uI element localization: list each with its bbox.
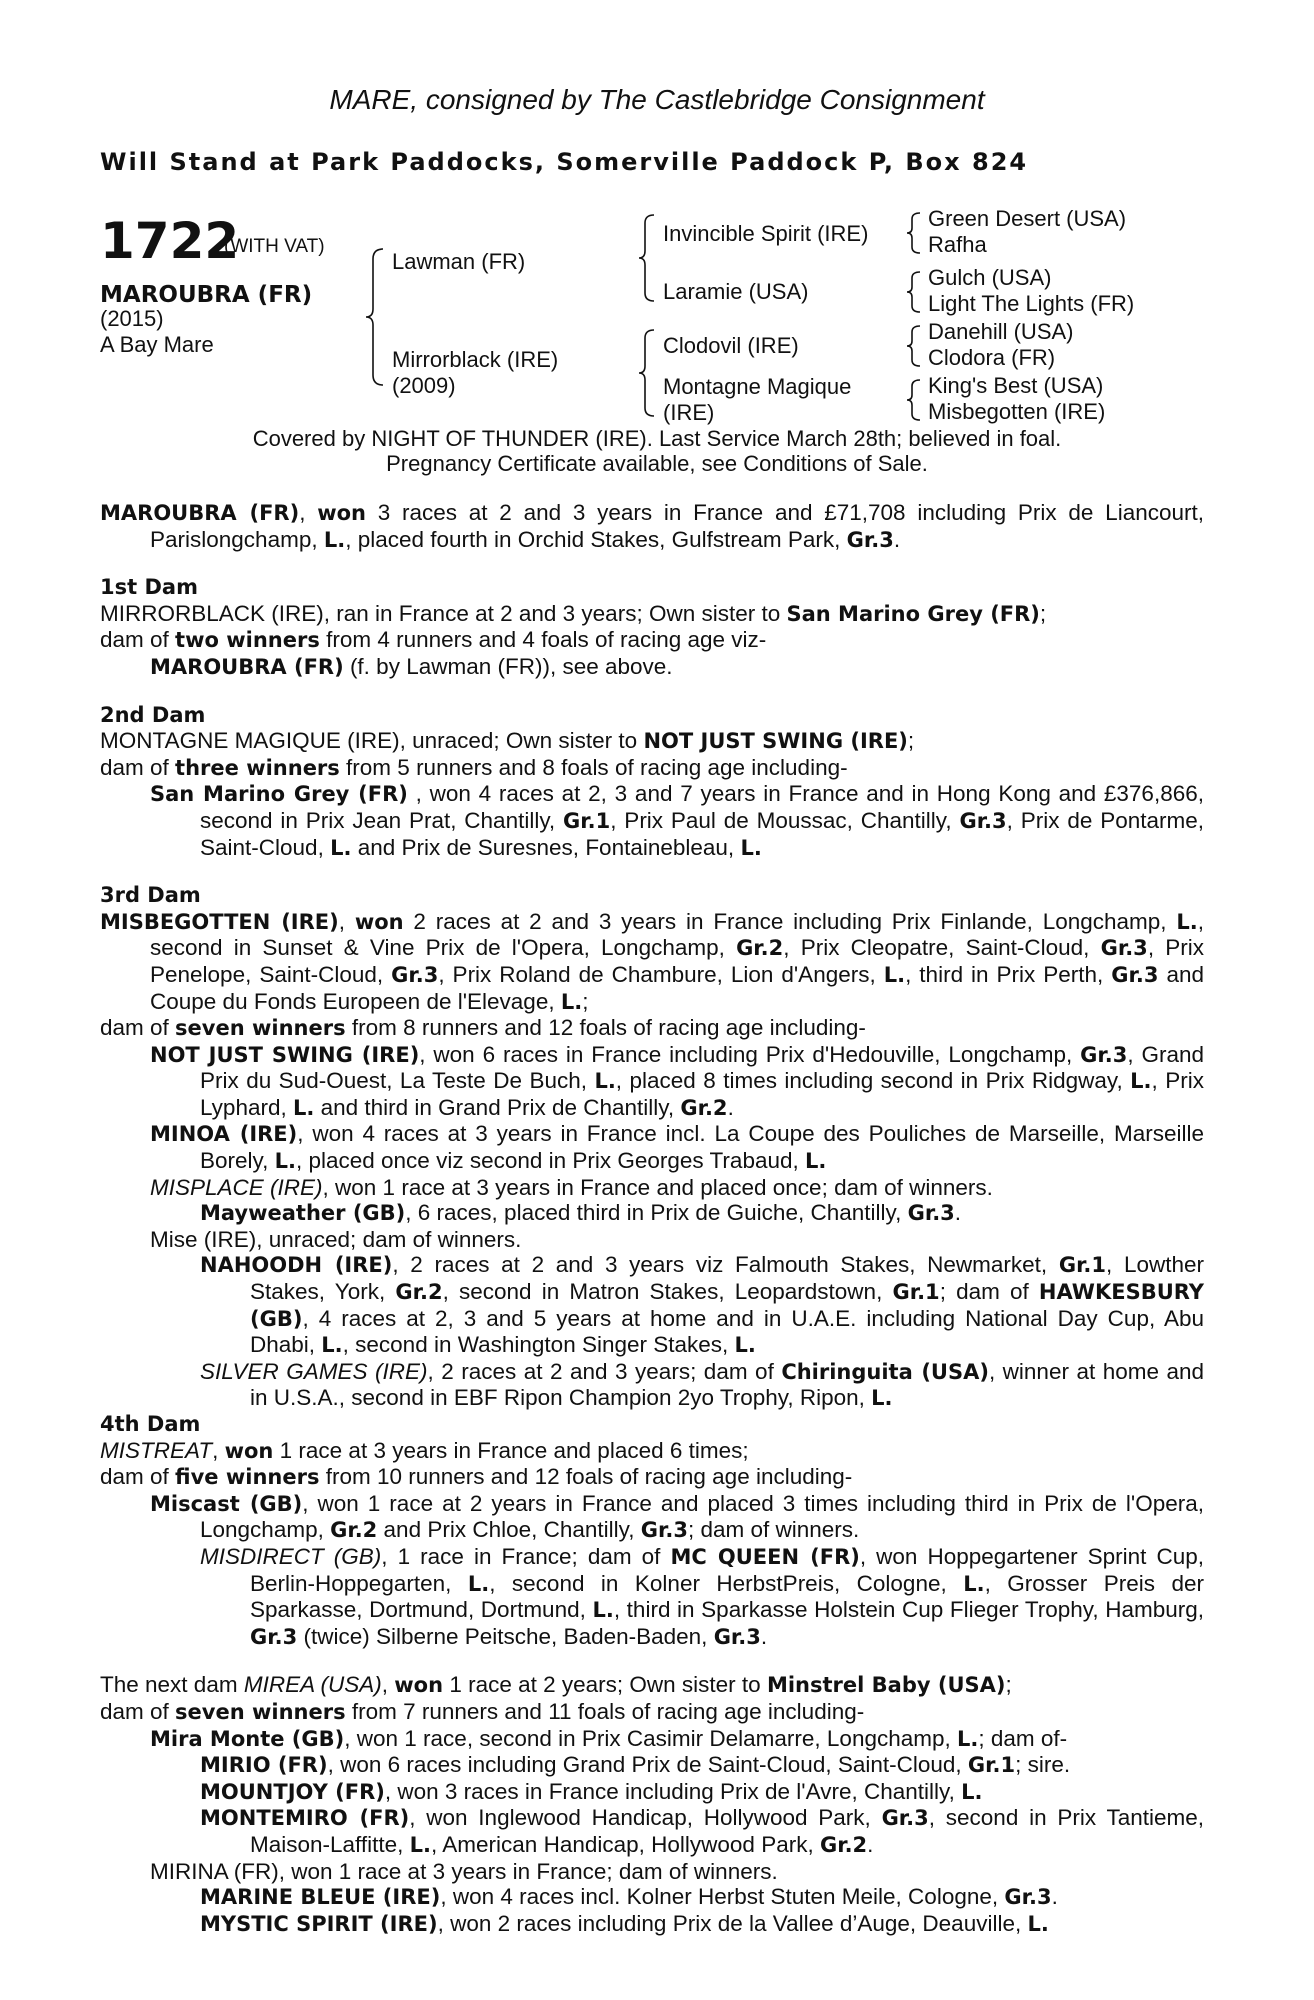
pedigree-dds: King's Best (USA) bbox=[928, 373, 1104, 398]
foal-misplace: MISPLACE (IRE), won 1 race at 3 years in France and placed once; dam of winners. bbox=[150, 1174, 993, 1200]
pedigree-dam-year: (2009) bbox=[392, 373, 456, 398]
pedigree-ssd: Rafha bbox=[928, 232, 987, 257]
vat-note: (WITH VAT) bbox=[224, 236, 325, 257]
pedigree-brace-main bbox=[363, 247, 387, 387]
foal-mira-monte: Mira Monte (GB), won 1 race, second in Prix Casimir Delamarre, Longchamp, L.; dam of- bbox=[150, 1725, 1068, 1751]
foal-minoa: MINOA (IRE), won 4 races at 3 years in France incl. La Coupe des Pouliches de Marseille, Marseille Borely, L., placed once viz second in Prix Georges Trabaud, L. bbox=[150, 1121, 1204, 1174]
third-dam-heading: 3rd Dam bbox=[100, 883, 201, 908]
pedigree-dss: Danehill (USA) bbox=[928, 319, 1074, 344]
horse-description: A Bay Mare bbox=[100, 332, 214, 357]
pedigree-dam-sire: Clodovil (IRE) bbox=[663, 333, 799, 358]
foal-mountjoy: MOUNTJOY (FR), won 3 races in France including Prix de l'Avre, Chantilly, L. bbox=[200, 1778, 983, 1804]
pedigree-dam-dam-line2: (IRE) bbox=[663, 400, 715, 425]
foal-montemiro: MONTEMIRO (FR), won Inglewood Handicap, Hollywood Park, Gr.3, second in Prix Tantieme, Maison-Laffitte, L., American Handicap, Hollywood Park, Gr.2. bbox=[200, 1805, 1205, 1857]
horse-summary: MAROUBRA (FR), won 3 races at 2 and 3 years in France and £71,708 including Prix de Liancourt, Parislongchamp, L., placed fourth in Orchid Stakes, Gulfstream Park, Gr.3. bbox=[100, 500, 1204, 552]
produce-record bbox=[100, 500, 1204, 1937]
foal-mayweather: Mayweather (GB), 6 races, placed third in Prix de Guiche, Chantilly, Gr.3. bbox=[200, 1200, 962, 1226]
pedigree-sire-sire: Invincible Spirit (IRE) bbox=[663, 221, 869, 246]
covered-note: Covered by NIGHT OF THUNDER (IRE). Last Service March 28th; believed in foal. bbox=[252, 426, 1062, 451]
pedigree-brace-dam bbox=[636, 328, 658, 418]
second-dam-line: MONTAGNE MAGIQUE (IRE), unraced; Own sister to NOT JUST SWING (IRE); bbox=[100, 728, 915, 754]
pedigree-sire: Lawman (FR) bbox=[392, 249, 526, 274]
pedigree-sss: Green Desert (USA) bbox=[928, 206, 1127, 231]
foal-miscast: Miscast (GB), won 1 race at 2 years in France and placed 3 times including third in Prix de l'Opera, Longchamp, Gr.2 and Prix Chloe, Chantilly, Gr.3; dam of winners. bbox=[150, 1490, 1204, 1543]
pedigree-brace-sire bbox=[636, 213, 658, 303]
fourth-dam-line: MISTREAT, won 1 race at 3 years in France and placed 6 times; bbox=[100, 1437, 749, 1463]
horse-name: MAROUBRA (FR) bbox=[100, 282, 313, 308]
foal-silver-games: SILVER GAMES (IRE), 2 races at 2 and 3 years; dam of Chiringuita (USA), winner at home and in U.S.A., second in EBF Ripon Champion 2yo Trophy, Ripon, L. bbox=[200, 1358, 1204, 1411]
pedigree-brace-ss bbox=[904, 211, 924, 255]
foal-nahoodh: NAHOODH (IRE), 2 races at 2 and 3 years viz Falmouth Stakes, Newmarket, Gr.1, Lowther Stakes, York, Gr.2, second in Matron Stakes, Leopardstown, Gr.1; dam of HAWKESBURY (GB), 4 races at 2, 3 and 5 years at home and in U.A.E. including National Day Cup, Abu Dhabi, L., second in Washington Singer Stakes, L. bbox=[200, 1252, 1204, 1358]
pedigree-dam: Mirrorblack (IRE) bbox=[392, 347, 559, 372]
next-dam-produce: dam of seven winners from 7 runners and 11 foals of racing age including- bbox=[100, 1698, 865, 1724]
second-dam-heading: 2nd Dam bbox=[100, 702, 206, 727]
lot-number: 1722 bbox=[100, 212, 240, 270]
consignor-header: MARE, consigned by The Castlebridge Consignment bbox=[329, 84, 985, 115]
second-dam-foal: San Marino Grey (FR) , won 4 races at 2, 3 and 7 years in France and in Hong Kong and £376,866, second in Prix Jean Prat, Chantilly, Gr.1, Prix Paul de Moussac, Chantilly, Gr.3, Prix de Pontarme, Saint-Cloud, L. and Prix de Suresnes, Fontainebleau, L. bbox=[150, 781, 1204, 860]
foal-misdirect: MISDIRECT (GB), 1 race in France; dam of MC QUEEN (FR), won Hoppegartener Sprint Cup, Berlin-Hoppegarten, L., second in Kolner HerbstPreis, Cologne, L., Grosser Preis der Sparkasse, Dortmund, Dortmund, L., third in Sparkasse Holstein Cup Flieger Trophy, Hamburg, Gr.3 (twice) Silberne Peitsche, Baden-Baden, Gr.3. bbox=[200, 1543, 1205, 1649]
foal-mystic-spirit: MYSTIC SPIRIT (IRE), won 2 races including Prix de la Vallee d’Auge, Deauville, L. bbox=[200, 1910, 1049, 1936]
pregnancy-note: Pregnancy Certificate available, see Conditions of Sale. bbox=[386, 451, 928, 476]
fourth-dam-heading: 4th Dam bbox=[100, 1412, 201, 1436]
pedigree-brace-dd bbox=[904, 378, 924, 422]
first-dam-produce: dam of two winners from 4 runners and 4 foals of racing age viz- bbox=[100, 627, 767, 653]
next-dam-line: The next dam MIREA (USA), won 1 race at 2 years; Own sister to Minstrel Baby (USA); bbox=[100, 1672, 1012, 1698]
third-dam-line: MISBEGOTTEN (IRE), won 2 races at 2 and 3 years in France including Prix Finlande, Longchamp, L., second in Sunset & Vine Prix de l'Opera, Longchamp, Gr.2, Prix Cleopatre, Saint-Cloud, Gr.3, Prix Penelope, Saint-Cloud, Gr.3, Prix Roland de Chambure, Lion d'Angers, L., third in Prix Perth, Gr.3 and Coupe du Fonds Europeen de l'Elevage, L.; bbox=[100, 908, 1205, 1014]
pedigree-sds: Gulch (USA) bbox=[928, 265, 1052, 290]
summary-name: MAROUBRA (FR) bbox=[100, 501, 300, 525]
first-dam-heading: 1st Dam bbox=[100, 575, 198, 600]
foal-marine-bleue: MARINE BLEUE (IRE), won 4 races incl. Kolner Herbst Stuten Meile, Cologne, Gr.3. bbox=[200, 1884, 1058, 1910]
foal-mise: Mise (IRE), unraced; dam of winners. bbox=[150, 1226, 522, 1252]
first-dam-foal: MAROUBRA (FR) (f. by Lawman (FR)), see above. bbox=[150, 653, 673, 679]
pedigree-brace-ds bbox=[904, 324, 924, 368]
pedigree-brace-sd bbox=[904, 270, 924, 314]
fourth-dam-produce: dam of five winners from 10 runners and 12 foals of racing age including- bbox=[100, 1464, 853, 1490]
pedigree-ddd: Misbegotten (IRE) bbox=[928, 399, 1106, 424]
second-dam-produce: dam of three winners from 5 runners and 8 foals of racing age including- bbox=[100, 754, 848, 780]
foal-mirina: MIRINA (FR), won 1 race at 3 years in France; dam of winners. bbox=[150, 1858, 778, 1884]
horse-foaling-year: (2015) bbox=[100, 306, 164, 331]
pedigree-sdd: Light The Lights (FR) bbox=[928, 291, 1135, 316]
foal-not-just-swing: NOT JUST SWING (IRE), won 6 races in France including Prix d'Hedouville, Longchamp, Gr.3, Grand Prix du Sud-Ouest, La Teste De Buch, L., placed 8 times including second in Prix Ridgway, L., Prix Lyphard, L. and third in Grand Prix de Chantilly, Gr.2. bbox=[150, 1041, 1204, 1120]
pedigree-dsd: Clodora (FR) bbox=[928, 345, 1056, 370]
pedigree-sire-dam: Laramie (USA) bbox=[663, 279, 809, 304]
stand-location: Will Stand at Park Paddocks, Somerville Paddock P, Box 824 bbox=[100, 148, 1029, 176]
foal-mirio: MIRIO (FR), won 6 races including Grand Prix de Saint-Cloud, Saint-Cloud, Gr.1; sire. bbox=[200, 1752, 1071, 1778]
first-dam-line: MIRRORBLACK (IRE), ran in France at 2 and 3 years; Own sister to San Marino Grey (FR); bbox=[100, 600, 1047, 626]
pedigree-dam-dam: Montagne Magique bbox=[663, 374, 852, 399]
third-dam-produce: dam of seven winners from 8 runners and 12 foals of racing age including- bbox=[100, 1015, 866, 1041]
